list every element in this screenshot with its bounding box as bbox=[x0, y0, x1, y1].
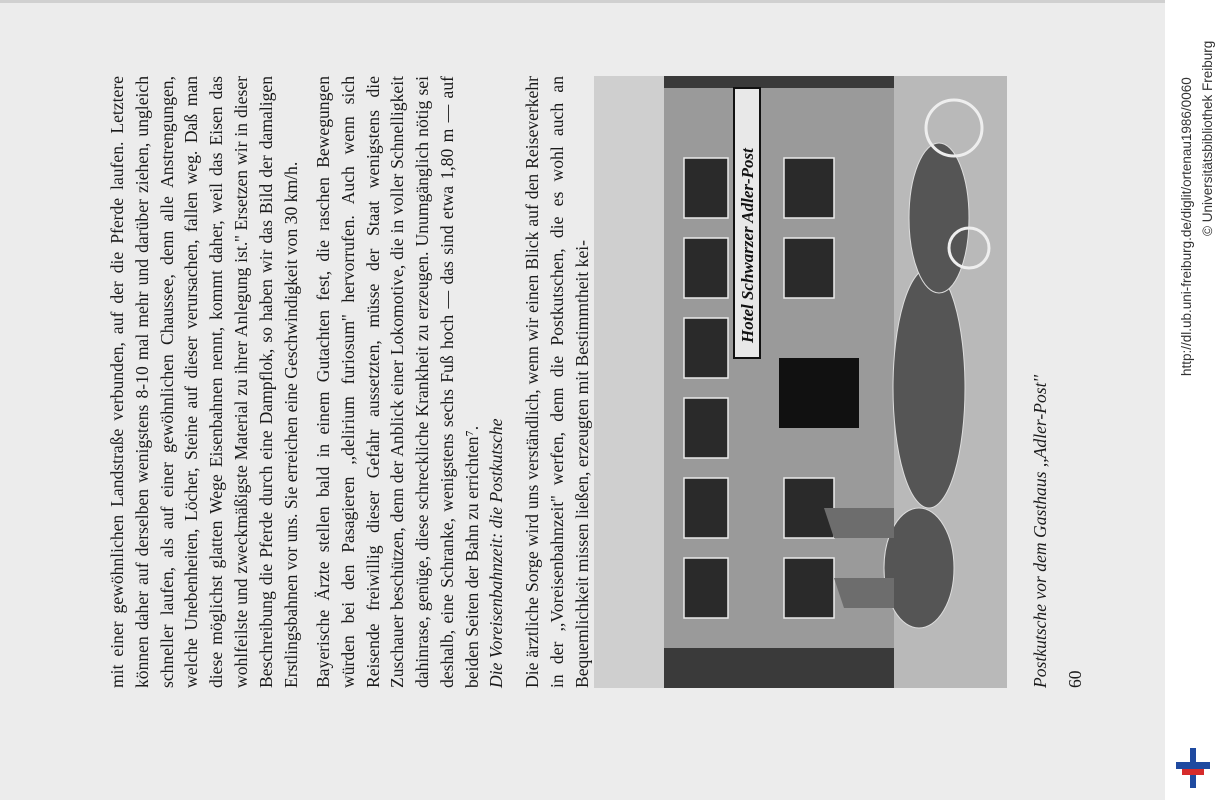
page-number: 60 bbox=[1065, 670, 1085, 688]
sidebar-url-link[interactable]: http://dl.ub.uni-freiburg.de/diglit/ortenau1986/0060 bbox=[1179, 77, 1194, 376]
postkutsche-illustration bbox=[594, 76, 1007, 688]
illustration-caption: Postkutsche vor dem Gasthaus ,,Adler-Post'' bbox=[1030, 374, 1050, 688]
library-logo-icon bbox=[1172, 748, 1214, 788]
section-heading: Die Voreisenbahnzeit: die Postkutsche bbox=[486, 418, 506, 688]
illustration-sign-text: Hotel Schwarzer Adler-Post bbox=[738, 148, 757, 343]
paragraph-railway-description: mit einer gewöhnlichen Landstraße verbunden, auf der die Pferde laufen. Letztere können daher auf derselben wenigstens 8-10 mal mehr und darüber ziehen, ungleich schneller laufen, als auf einer gewöhnlichen Chaussee, denn alle Anstrengungen, welche Unebenheiten, Löcher, Steine auf dieser verursachen, fallen weg. Daß man diese möglichst glatten Wege Eisenbahnen nennt, kommt daher, weil das Eisen das wohlfeilste und zweckmäßigste Material zu ihrer Anlegung ist.'' Ersetzen wir in dieser Beschreibung die Pferde durch eine Dampflok, so haben wir das Bild der damaligen Erstlingsbahnen vor uns. Sie erreichen eine Geschwindigkeit von 30 km/h. bbox=[107, 76, 301, 688]
paragraph-postkutsche: Die ärztliche Sorge wird uns verständlich, wenn wir einen Blick auf den Reiseverkehr in der ,,Voreisenbahnzeit'' werfen, denn die Postkutschen, die es wohl auch an Bequemlichkeit missen ließen, erzeugten mit Bestimmtheit kei- bbox=[522, 76, 592, 688]
scan-edge bbox=[0, 0, 1165, 3]
rotated-page-content bbox=[105, 76, 1085, 688]
paragraph-doctors-report: Bayerische Ärzte stellen bald in einem Gutachten fest, die raschen Bewegungen würden bei den Pasagieren ,,delirium furiosum'' hervorrufen. Auch wenn sich Reisende freiwillig dieser Gefahr aussetzten, müsse der Staat wenigstens die Zuschauer beschützen, denn der Anblick einer Lokomotive, die in voller Schnelligkeit dahinrase, genüge, diese schreckliche Krankheit zu erzeugen. Unumgänglich nötig sei deshalb, eine Schranke, wenigstens sechs Fuß hoch — das sind etwa 1,80 m — auf beiden Seiten der Bahn zu errichten⁷. bbox=[313, 76, 482, 688]
sidebar-copyright: © Universitätsbibliothek Freiburg bbox=[1200, 40, 1215, 236]
